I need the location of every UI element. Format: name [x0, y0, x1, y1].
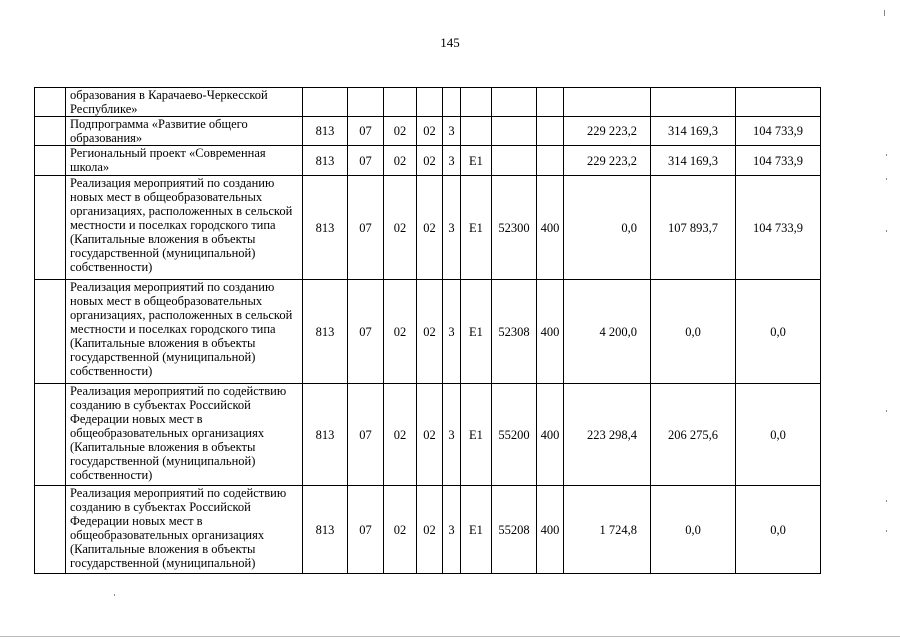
amount-cell-y3: 0,0 [736, 280, 821, 384]
code-cell-prog: 02 [417, 280, 443, 384]
scan-speck [886, 410, 887, 412]
code-cell-prog: 02 [417, 176, 443, 280]
amount-cell-y2: 0,0 [651, 486, 736, 574]
code-cell-sub: 3 [443, 117, 461, 146]
code-cell-proj [461, 117, 492, 146]
amount-cell-y2: 206 275,6 [651, 384, 736, 486]
code-cell-subsection: 02 [384, 146, 417, 176]
code-cell-sub: 3 [443, 486, 461, 574]
code-cell-vr [537, 88, 564, 117]
code-cell-prog: 02 [417, 384, 443, 486]
code-cell-section [348, 88, 384, 117]
code-cell-vr [537, 146, 564, 176]
row-number-cell [35, 88, 66, 117]
amount-cell-y1: 1 724,8 [564, 486, 651, 574]
scan-speck [114, 594, 115, 596]
row-number-cell [35, 117, 66, 146]
amount-cell-y2 [651, 88, 736, 117]
amount-cell-y3: 0,0 [736, 384, 821, 486]
budget-table [34, 87, 821, 574]
item-name-cell: Реализация мероприятий по созданию новых мест в общеобразовательных организациях, расположенных в сельской местности и поселках городского типа (Капитальные вложения в объекты государственной (муниципальной) собственности) [66, 280, 303, 384]
item-name-cell: Реализация мероприятий по содействию созданию в субъектах Российской Федерации новых мест в общеобразовательных организациях (Капитальные вложения в объекты государственной (муниципальной) [66, 486, 303, 574]
table-row [35, 486, 821, 574]
code-cell-subsection: 02 [384, 280, 417, 384]
code-cell-admin: 813 [303, 176, 348, 280]
code-cell-proj: Е1 [461, 384, 492, 486]
code-cell-dir: 52300 [492, 176, 537, 280]
row-number-cell [35, 176, 66, 280]
amount-cell-y1: 229 223,2 [564, 146, 651, 176]
amount-cell-y3: 104 733,9 [736, 176, 821, 280]
code-cell-section: 07 [348, 176, 384, 280]
amount-cell-y2: 0,0 [651, 280, 736, 384]
amount-cell-y1: 4 200,0 [564, 280, 651, 384]
table-row [35, 88, 821, 117]
code-cell-proj: Е1 [461, 280, 492, 384]
amount-cell-y1: 223 298,4 [564, 384, 651, 486]
code-cell-proj: Е1 [461, 486, 492, 574]
amount-cell-y1: 0,0 [564, 176, 651, 280]
amount-cell-y1: 229 223,2 [564, 117, 651, 146]
code-cell-subsection: 02 [384, 384, 417, 486]
code-cell-sub [443, 88, 461, 117]
table-row [35, 384, 821, 486]
code-cell-prog: 02 [417, 486, 443, 574]
item-name-cell: Подпрограмма «Развитие общего образования» [66, 117, 303, 146]
code-cell-vr: 400 [537, 486, 564, 574]
code-cell-section: 07 [348, 486, 384, 574]
code-cell-section: 07 [348, 117, 384, 146]
code-cell-dir [492, 117, 537, 146]
code-cell-dir: 55208 [492, 486, 537, 574]
scan-speck [886, 230, 887, 232]
code-cell-vr: 400 [537, 384, 564, 486]
code-cell-dir: 55200 [492, 384, 537, 486]
item-name-cell: Региональный проект «Современная школа» [66, 146, 303, 176]
row-number-cell [35, 280, 66, 384]
code-cell-proj: Е1 [461, 176, 492, 280]
code-cell-proj [461, 88, 492, 117]
code-cell-admin: 813 [303, 117, 348, 146]
row-number-cell [35, 486, 66, 574]
table-body [35, 88, 821, 574]
item-name-cell: образования в Карачаево-Черкесской Республике» [66, 88, 303, 117]
amount-cell-y2: 314 169,3 [651, 146, 736, 176]
scan-speck [886, 530, 887, 532]
table-row [35, 280, 821, 384]
code-cell-proj: Е1 [461, 146, 492, 176]
scan-speck [886, 178, 887, 180]
scan-speck [886, 500, 887, 502]
amount-cell-y3: 104 733,9 [736, 146, 821, 176]
row-number-cell [35, 384, 66, 486]
code-cell-prog: 02 [417, 117, 443, 146]
scan-speck [884, 10, 885, 16]
code-cell-sub: 3 [443, 280, 461, 384]
code-cell-section: 07 [348, 146, 384, 176]
code-cell-admin: 813 [303, 384, 348, 486]
code-cell-section: 07 [348, 280, 384, 384]
scan-speck [886, 154, 887, 156]
code-cell-admin: 813 [303, 486, 348, 574]
item-name-cell: Реализация мероприятий по содействию созданию в субъектах Российской Федерации новых мест в общеобразовательных организациях (Капитальные вложения в объекты государственной (муниципальной) собственности) [66, 384, 303, 486]
amount-cell-y3 [736, 88, 821, 117]
code-cell-dir: 52308 [492, 280, 537, 384]
amount-cell-y3: 0,0 [736, 486, 821, 574]
table-row [35, 117, 821, 146]
code-cell-prog [417, 88, 443, 117]
code-cell-admin [303, 88, 348, 117]
code-cell-sub: 3 [443, 384, 461, 486]
scan-edge-line [0, 636, 900, 637]
code-cell-section: 07 [348, 384, 384, 486]
code-cell-subsection: 02 [384, 176, 417, 280]
amount-cell-y3: 104 733,9 [736, 117, 821, 146]
page-number: 145 [440, 35, 460, 50]
code-cell-vr [537, 117, 564, 146]
table-row [35, 176, 821, 280]
row-number-cell [35, 146, 66, 176]
code-cell-sub: 3 [443, 146, 461, 176]
code-cell-dir [492, 146, 537, 176]
code-cell-admin: 813 [303, 280, 348, 384]
code-cell-dir [492, 88, 537, 117]
code-cell-subsection: 02 [384, 117, 417, 146]
code-cell-admin: 813 [303, 146, 348, 176]
code-cell-subsection: 02 [384, 486, 417, 574]
code-cell-sub: 3 [443, 176, 461, 280]
item-name-cell: Реализация мероприятий по созданию новых мест в общеобразовательных организациях, расположенных в сельской местности и поселках городского типа (Капитальные вложения в объекты государственной (муниципальной) собственности) [66, 176, 303, 280]
code-cell-vr: 400 [537, 176, 564, 280]
amount-cell-y2: 107 893,7 [651, 176, 736, 280]
code-cell-vr: 400 [537, 280, 564, 384]
code-cell-prog: 02 [417, 146, 443, 176]
table-row [35, 146, 821, 176]
amount-cell-y2: 314 169,3 [651, 117, 736, 146]
code-cell-subsection [384, 88, 417, 117]
amount-cell-y1 [564, 88, 651, 117]
